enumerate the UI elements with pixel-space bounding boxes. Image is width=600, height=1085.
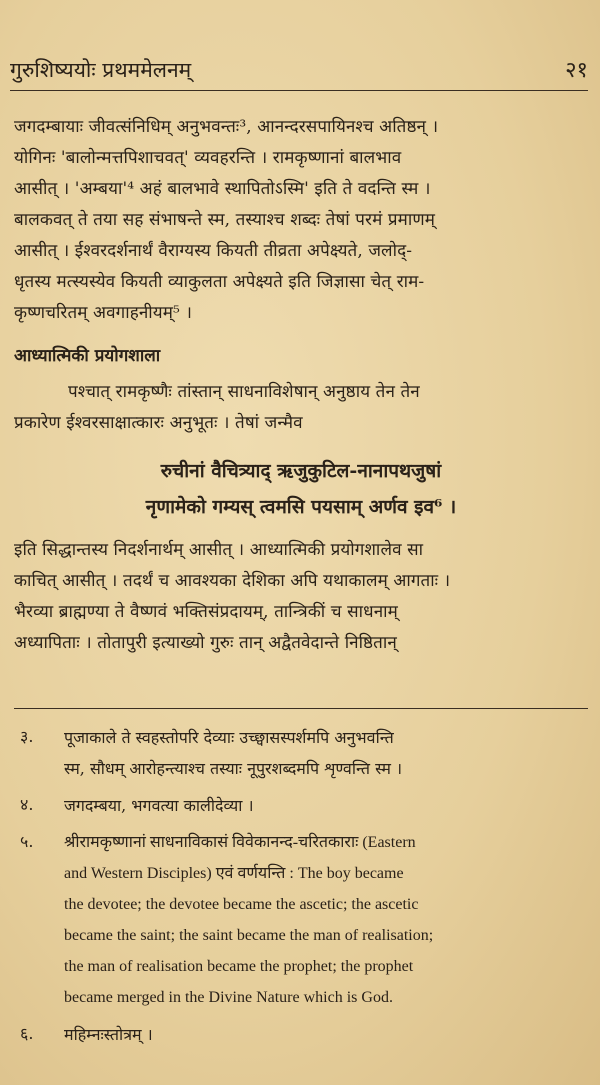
text-line: काचित् आसीत् । तदर्थं च आवश्यका देशिका अपि यथाकालम् आगताः । [14, 571, 451, 591]
footnote-text [64, 827, 586, 1013]
text-line: पश्चात् रामकृष्णैः तांस्तान् साधनाविशेषान् अनुष्ठाय तेन तेन [68, 382, 420, 402]
footnote-line: स्म, सौधम् आरोहन्त्याश्च तस्याः नूपुरशब्दमपि शृण्वन्ति स्म । [64, 759, 403, 778]
footnote-line: श्रीरामकृष्णानां साधनाविकासं विवेकानन्द-चरितकाराः (Eastern [64, 834, 416, 851]
footnote-text [64, 722, 586, 784]
running-header [10, 40, 588, 91]
verse-line: रुचीनां वैचित्र्याद् ऋजुकुटिल-नानापथजुषां [160, 460, 442, 482]
verse-line: नृणामेको गम्यस् त्वमसि पयसाम् अर्णव इव⁶ । [145, 496, 457, 518]
footnote-number: ४. [20, 795, 34, 814]
text-line: धृतस्य मत्स्यस्येव कियती व्याकुलता अपेक्ष्यते इति जिज्ञासा चेत् राम- [14, 272, 425, 292]
footnote-6 [20, 1019, 586, 1050]
footnote-number: ६. [20, 1024, 34, 1043]
footnote-number: ५. [20, 832, 34, 851]
footnote-line: became the saint; the saint became the man of realisation; [64, 927, 434, 944]
footnote-text [64, 790, 586, 821]
footnote-number: ३. [20, 727, 34, 746]
footnote-3 [20, 722, 586, 784]
footnote-line: जगदम्बया, भगवत्या कालीदेव्या । [64, 796, 254, 815]
running-title: गुरुशिष्ययोः प्रथममेलनम् [10, 58, 192, 82]
text-line: कृष्णचरितम् अवगाहनीयम्⁵ । [14, 303, 192, 323]
verse-quote [14, 453, 588, 525]
footnote-line: and Western Disciples) एवं वर्णयन्ति : The boy became [64, 865, 404, 882]
text-line: भैरव्या ब्राह्मण्या ते वैष्णवं भक्तिसंप्रदायम्, तान्त्रिकीं च साधनाम् [14, 602, 398, 622]
footnote-5 [20, 827, 586, 1013]
footnote-separator [14, 708, 588, 709]
text-line: बालकवत् ते तया सह संभाषन्ते स्म, तस्याश्च शब्दः तेषां परमं प्रमाणम् [14, 210, 435, 230]
text-line: आसीत् । 'अम्बया'⁴ अहं बालभावे स्थापितोऽस्मि' इति ते वदन्ति स्म । [14, 179, 431, 199]
paragraph-3 [14, 535, 588, 659]
footnotes [20, 722, 586, 1056]
footnote-line: the man of realisation became the prophet; the prophet [64, 958, 414, 975]
text-line: प्रकारेण ईश्वरसाक्षात्कारः अनुभूतः । तेषां जन्मैव [14, 413, 303, 433]
text-line: अध्यापिताः । तोतापुरी इत्याख्यो गुरुः तान् अद्वैतवेदान्ते निष्ठितान् [14, 633, 397, 653]
paragraph-2 [14, 377, 588, 439]
footnote-line: the devotee; the devotee became the ascetic; the ascetic [64, 896, 419, 913]
page-number: २१ [565, 58, 588, 83]
footnote-text [64, 1019, 586, 1050]
section-heading: आध्यात्मिकी प्रयोगशाला [14, 346, 161, 366]
footnote-line: became merged in the Divine Nature which is God. [64, 989, 393, 1006]
text-line: इति सिद्धान्तस्य निदर्शनार्थम् आसीत् । आध्यात्मिकी प्रयोगशालेव सा [14, 540, 424, 560]
paragraph-1 [14, 112, 588, 329]
footnote-line: महिम्नःस्तोत्रम् । [64, 1025, 153, 1044]
text-line: आसीत् । ईश्वरदर्शनार्थं वैराग्यस्य कियती तीव्रता अपेक्ष्यते, जलोद्- [14, 241, 413, 261]
main-text [14, 112, 588, 659]
text-line: जगदम्बायाः जीवत्संनिधिम् अनुभवन्तः³, आनन्दरसपायिनश्च अतिष्ठन् । [14, 117, 439, 137]
footnote-4 [20, 790, 586, 821]
text-line: योगिनः 'बालोन्मत्तपिशाचवत्' व्यवहरन्ति । रामकृष्णानां बालभाव [14, 148, 402, 168]
footnote-line: पूजाकाले ते स्वहस्तोपरि देव्याः उच्छ्वासस्पर्शमपि अनुभवन्ति [64, 728, 394, 747]
